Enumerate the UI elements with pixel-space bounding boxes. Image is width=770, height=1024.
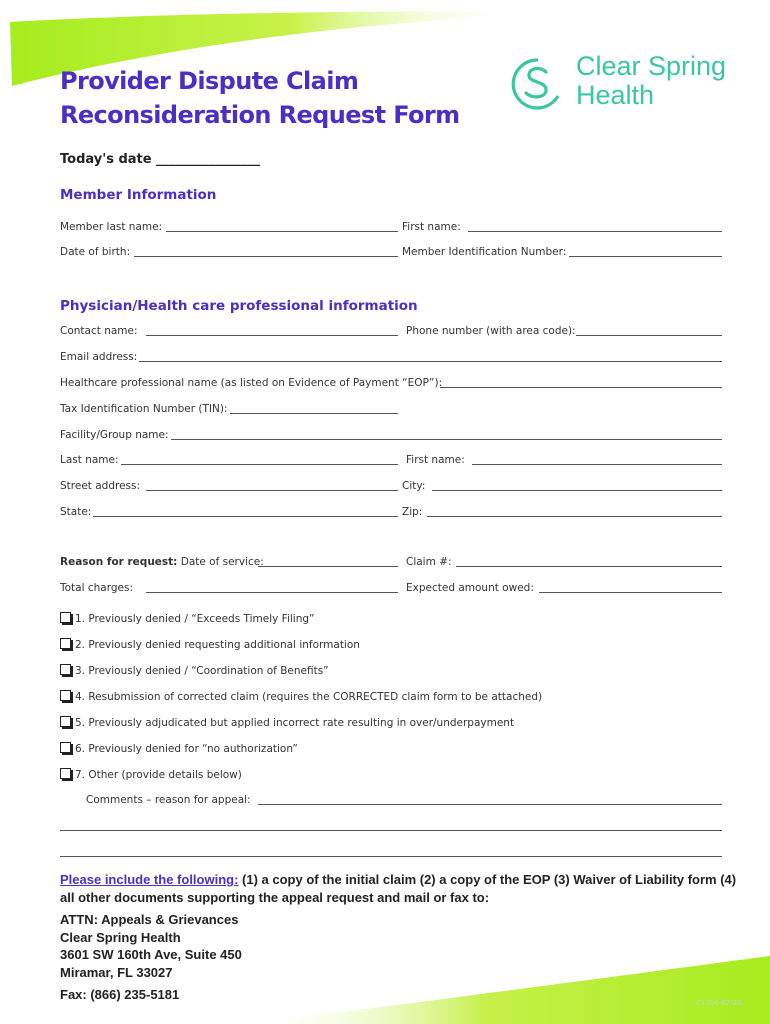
- option-4-label: 4. Resubmission of corrected claim (requires the CORRECTED claim form to be attached): [75, 691, 543, 703]
- brand-name-line-2: Health: [576, 80, 655, 110]
- zip-label: Zip:: [402, 506, 423, 518]
- include-instructions-lead: Please include the following:: [60, 872, 239, 887]
- dob-field[interactable]: [134, 256, 398, 257]
- option-1[interactable]: [60, 612, 314, 625]
- address-org: Clear Spring Health: [60, 929, 181, 945]
- member-info-heading: Member Information: [60, 187, 217, 203]
- total-charges-label: Total charges:: [60, 582, 133, 594]
- provider-last-name-label: Last name:: [60, 454, 119, 466]
- street-label: Street address:: [60, 480, 141, 492]
- facility-label: Facility/Group name:: [60, 429, 169, 441]
- member-id-label: Member Identification Number:: [402, 246, 567, 258]
- option-6-label: 6. Previously denied for “no authorization”: [75, 743, 298, 755]
- brand-name: [576, 52, 726, 110]
- option-6[interactable]: [60, 742, 298, 755]
- checkbox-icon[interactable]: [60, 664, 71, 675]
- brand-name-line-1: Clear Spring: [576, 51, 727, 81]
- member-first-name-field[interactable]: [468, 231, 722, 232]
- email-field[interactable]: [139, 361, 722, 362]
- state-label: State:: [60, 506, 92, 518]
- street-field[interactable]: [146, 490, 398, 491]
- expected-owed-label: Expected amount owed:: [406, 582, 534, 594]
- comments-label: Comments – reason for appeal:: [86, 794, 251, 806]
- form-code: C1706-07/20: [696, 999, 742, 1007]
- city-field[interactable]: [432, 490, 722, 491]
- contact-name-label: Contact name:: [60, 325, 138, 337]
- zip-field[interactable]: [427, 516, 722, 517]
- include-instructions: [60, 871, 740, 907]
- claim-number-field[interactable]: [456, 566, 722, 567]
- option-7-label: 7. Other (provide details below): [75, 769, 242, 781]
- provider-first-name-field[interactable]: [472, 464, 722, 465]
- checkbox-icon[interactable]: [60, 716, 71, 727]
- address-street: 3601 SW 160th Ave, Suite 450: [60, 947, 242, 962]
- total-charges-field[interactable]: [146, 592, 398, 593]
- form-title-line-1: Provider Dispute Claim: [60, 67, 359, 95]
- option-2[interactable]: [60, 638, 360, 651]
- provider-first-name-label: First name:: [406, 454, 465, 466]
- phone-field[interactable]: [576, 335, 722, 336]
- address-attn: ATTN: Appeals & Grievances: [60, 912, 239, 927]
- option-2-label: 2. Previously denied requesting additional information: [75, 639, 360, 651]
- address-city: Miramar, FL 33027: [60, 964, 173, 980]
- physician-info-heading: Physician/Health care professional information: [60, 298, 418, 314]
- option-3[interactable]: [60, 664, 329, 677]
- contact-name-field[interactable]: [146, 335, 398, 336]
- member-first-name-label: First name:: [402, 221, 461, 233]
- todays-date-label: Today's date ________________: [60, 152, 261, 167]
- option-7[interactable]: [60, 768, 242, 781]
- date-of-service-label: Date of service:: [180, 556, 264, 568]
- form-title: [60, 64, 500, 132]
- city-label: City:: [402, 480, 426, 492]
- tin-label: Tax Identification Number (TIN):: [60, 403, 228, 415]
- reason-label: [60, 556, 264, 568]
- include-instructions-rest: (1) a copy of the initial claim (2) a copy of the EOP (3) Waiver of Liability form (4) all other documents supporting the appeal request and mail or fax to:: [60, 872, 737, 905]
- mailing-address: [60, 911, 242, 981]
- checkbox-icon[interactable]: [60, 690, 71, 701]
- provider-last-name-field[interactable]: [121, 464, 398, 465]
- reason-label-bold: Reason for request:: [60, 556, 178, 568]
- expected-owed-field[interactable]: [539, 592, 722, 593]
- option-3-label: 3. Previously denied / “Coordination of Benefits”: [75, 665, 329, 677]
- option-4[interactable]: [60, 690, 542, 703]
- phone-label: Phone number (with area code):: [406, 325, 576, 337]
- facility-field[interactable]: [171, 439, 722, 440]
- form-title-line-2: Reconsideration Request Form: [60, 101, 460, 129]
- hcp-name-label: Healthcare professional name (as listed on Evidence of Payment “EOP”):: [60, 377, 443, 389]
- checkbox-icon[interactable]: [60, 768, 71, 779]
- email-label: Email address:: [60, 351, 138, 363]
- claim-number-label: Claim #:: [406, 556, 452, 568]
- checkbox-icon[interactable]: [60, 742, 71, 753]
- option-5-label: 5. Previously adjudicated but applied incorrect rate resulting in over/underpayment: [75, 717, 515, 729]
- option-5[interactable]: [60, 716, 514, 729]
- hcp-name-field[interactable]: [440, 387, 722, 388]
- checkbox-icon[interactable]: [60, 638, 71, 649]
- state-field[interactable]: [93, 516, 398, 517]
- comments-field-2[interactable]: [60, 830, 722, 831]
- member-last-name-label: Member last name:: [60, 221, 163, 233]
- option-1-label: 1. Previously denied / “Exceeds Timely Filing”: [75, 613, 315, 625]
- dob-label: Date of birth:: [60, 246, 131, 258]
- date-of-service-field[interactable]: [258, 566, 398, 567]
- member-id-field[interactable]: [569, 256, 722, 257]
- checkbox-icon[interactable]: [60, 612, 71, 623]
- member-last-name-field[interactable]: [166, 231, 398, 232]
- tin-field[interactable]: [230, 413, 398, 414]
- comments-field-3[interactable]: [60, 856, 722, 857]
- comments-field-1[interactable]: [258, 804, 722, 805]
- fax-number: Fax: (866) 235-5181: [60, 987, 180, 1002]
